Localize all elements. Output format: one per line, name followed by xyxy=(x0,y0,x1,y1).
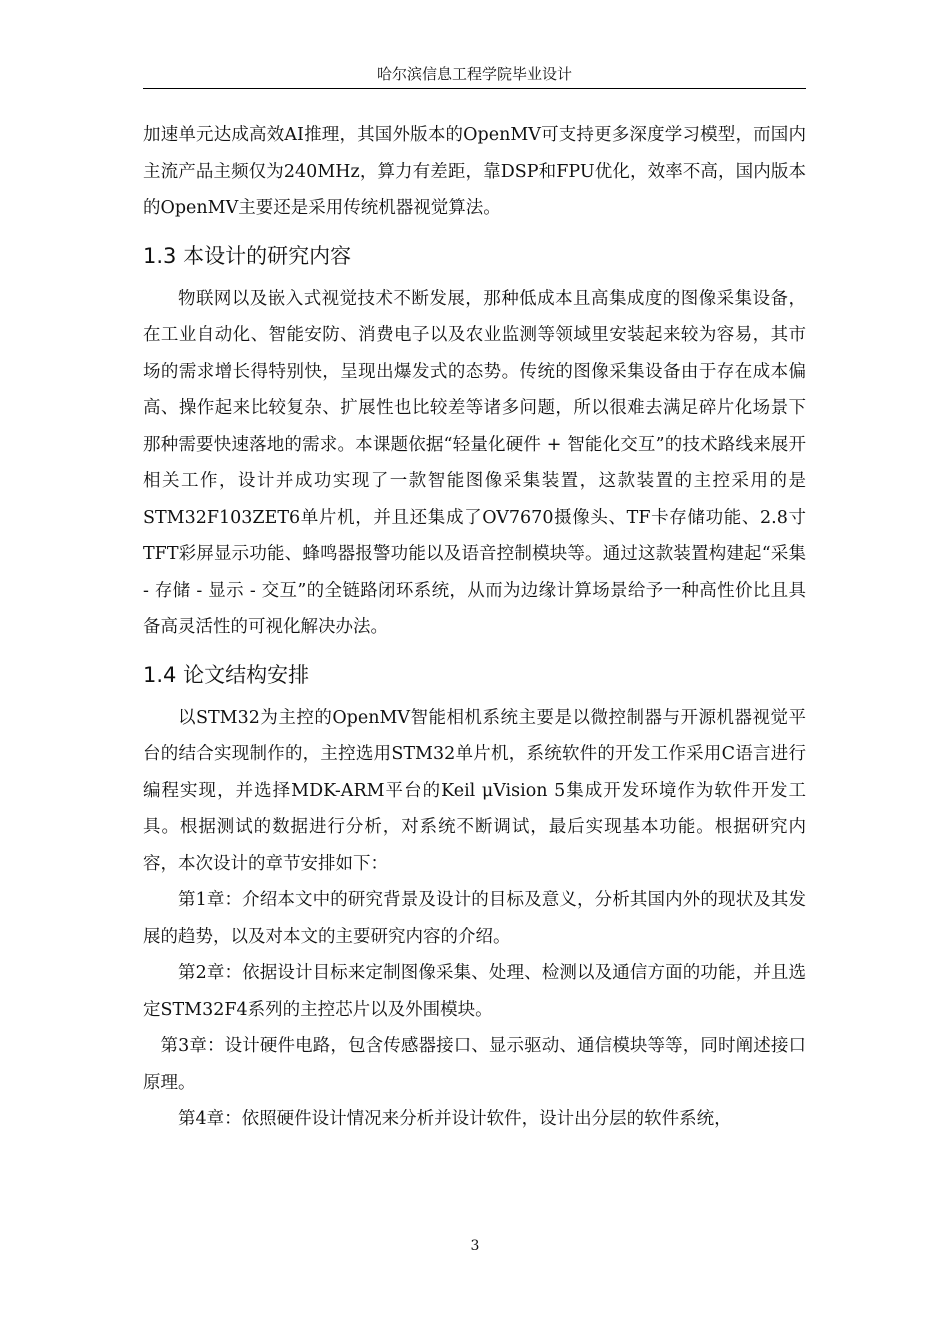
header-divider xyxy=(143,88,806,89)
page-number: 3 xyxy=(470,1238,480,1254)
section-heading-1-3: 1.3 本设计的研究内容 xyxy=(143,243,352,268)
chapter-2-paragraph: 第2章：依据设计目标来定制图像采集、处理、检测以及通信方面的功能，并且选定STM32F4系列的主控芯片以及外围模块。 xyxy=(143,963,806,1020)
page-header: 哈尔滨信息工程学院毕业设计 xyxy=(376,65,572,83)
page-body xyxy=(143,117,806,1138)
chapter-3-paragraph: 第3章：设计硬件电路，包含传感器接口、显示驱动、通信模块等等，同时阐述接口原理。 xyxy=(143,1036,806,1093)
chapter-1-paragraph: 第1章：介绍本文中的研究背景及设计的目标及意义，分析其国内外的现状及其发展的趋势，以及对本文的主要研究内容的介绍。 xyxy=(143,890,806,947)
intro-paragraph: 加速单元达成高效AI推理，其国外版本的OpenMV可支持更多深度学习模型，而国内主流产品主频仅为240MHz，算力有差距，靠DSP和FPU优化，效率不高，国内版本的OpenMV主要还是采用传统机器视觉算法。 xyxy=(143,125,806,218)
section-heading-1-4: 1.4 论文结构安排 xyxy=(143,662,310,687)
section-1-3-paragraph: 物联网以及嵌入式视觉技术不断发展，那种低成本且高集成度的图像采集设备，在工业自动化、智能安防、消费电子以及农业监测等领域里安装起来较为容易，其市场的需求增长得特别快，呈现出爆发式的态势。传统的图像采集设备由于存在成本偏高、操作起来比较复杂、扩展性也比较差等诸多问题，所以很难去满足碎片化场景下那种需要快速落地的需求。本课题依据“轻量化硬件 + 智能化交互”的技术路线来展开相关工作，设计并成功实现了一款智能图像采集装置，这款装置的主控采用的是STM32F103ZET6单片机，并且还集成了OV7670摄像头、TF卡存储功能、2.8寸TFT彩屏显示功能、蜂鸣器报警功能以及语音控制模块等。通过这款装置构建起“采集 - 存储 - 显示 - 交互”的全链路闭环系统，从而为边缘计算场景给予一种高性价比且具备高灵活性的可视化解决办法。 xyxy=(143,288,806,637)
section-1-4-paragraph-intro: 以STM32为主控的OpenMV智能相机系统主要是以微控制器与开源机器视觉平台的结合实现制作的，主控选用STM32单片机，系统软件的开发工作采用C语言进行编程实现，并选择MDK-ARM平台的Keil μVision 5集成开发环境作为软件开发工具。根据测试的数据进行分析，对系统不断调试，最后实现基本功能。根据研究内容，本次设计的章节安排如下： xyxy=(143,707,806,874)
chapter-4-paragraph: 第4章：依照硬件设计情况来分析并设计软件，设计出分层的软件系统， xyxy=(178,1109,732,1129)
